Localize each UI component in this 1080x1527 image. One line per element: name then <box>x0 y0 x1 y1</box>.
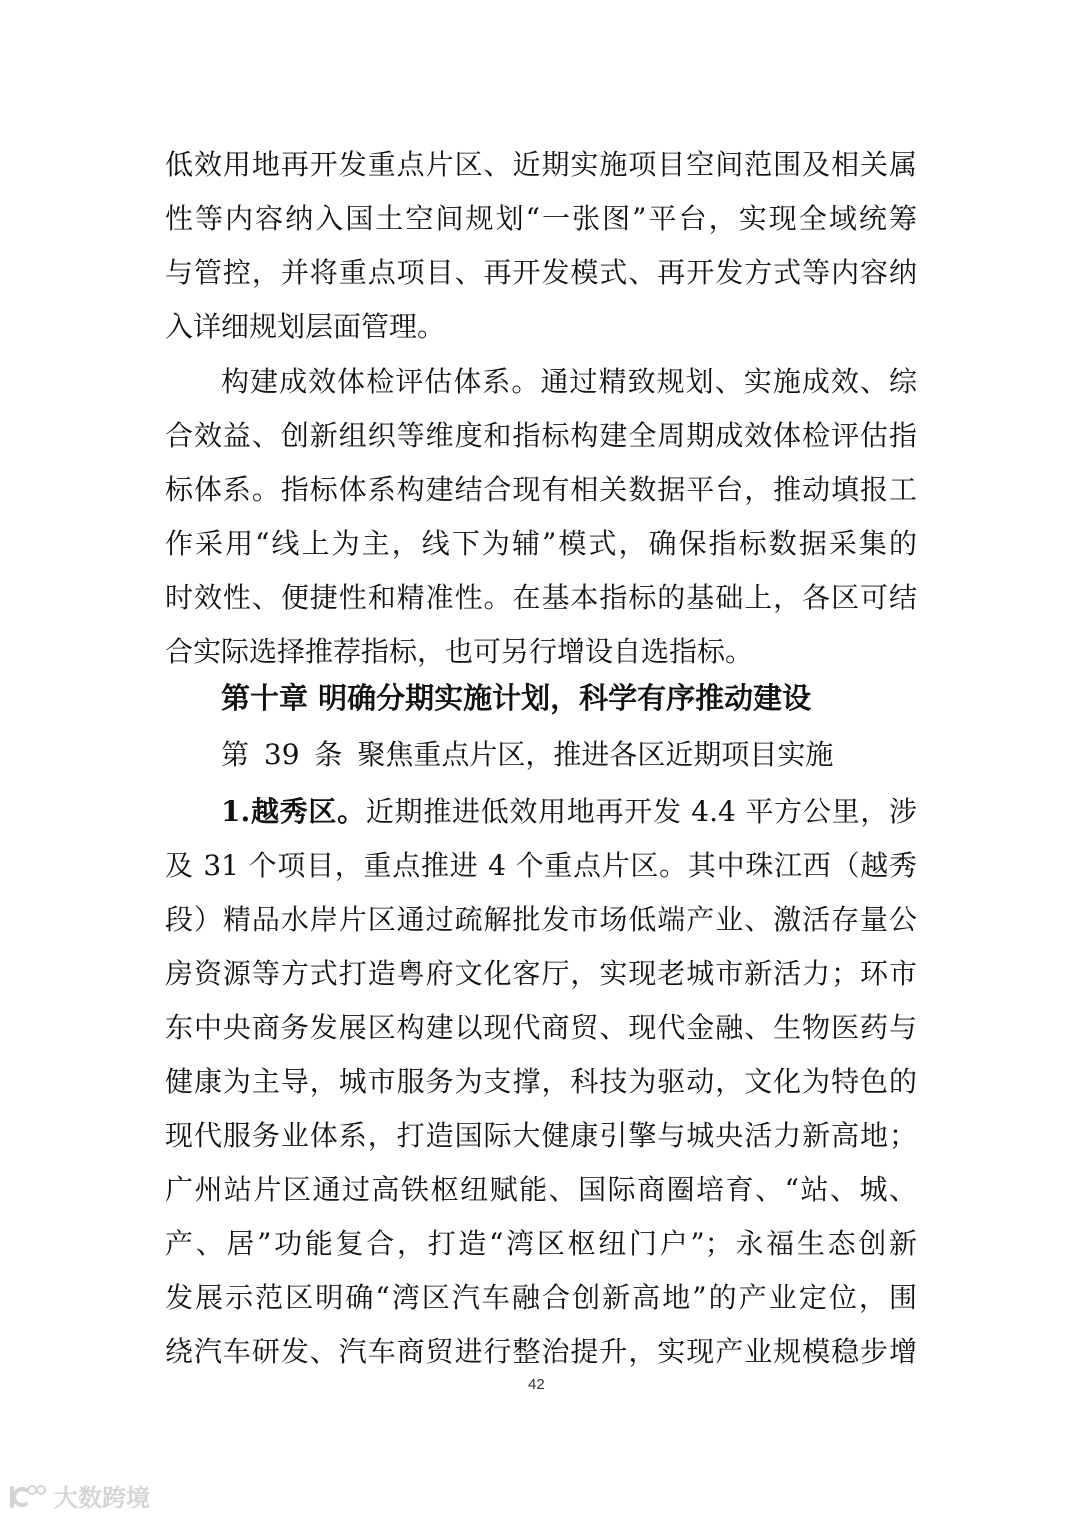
text-line: 段）精品水岸片区通过疏解批发市场低端产业、激活存量公 <box>165 903 917 936</box>
watermark-text: 大数跨境 <box>54 1484 150 1512</box>
text-line: 房资源等方式打造粤府文化客厅，实现老城市新活力；环市 <box>165 957 917 990</box>
text-line: 低效用地再开发重点片区、近期实施项目空间范围及相关属 <box>165 148 917 181</box>
text-line: 与管控，并将重点项目、再开发模式、再开发方式等内容纳 <box>165 256 917 289</box>
watermark <box>8 1478 150 1513</box>
text-line: 发展示范区明确“湾区汽车融合创新高地”的产业定位，围 <box>165 1281 917 1314</box>
text-line: 及 31 个项目，重点推进 4 个重点片区。其中珠江西（越秀 <box>165 849 917 882</box>
text-line: 东中央商务发展区构建以现代商贸、现代金融、生物医药与 <box>165 1011 917 1044</box>
article-heading: 第 39 条 聚焦重点片区，推进各区近期项目实施 <box>221 738 834 771</box>
text-line: 广州站片区通过高铁枢纽赋能、国际商圈培育、“站、城、 <box>165 1173 917 1206</box>
text-line: 健康为主导，城市服务为支撑，科技为驱动，文化为特色的 <box>165 1065 917 1098</box>
text-line: 绕汽车研发、汽车商贸进行整治提升，实现产业规模稳步增 <box>165 1335 917 1368</box>
text-line: 性等内容纳入国土空间规划“一张图”平台，实现全域统筹 <box>165 202 917 235</box>
text-line: 作采用“线上为主，线下为辅”模式，确保指标数据采集的 <box>165 527 917 560</box>
text-line: 入详细规划层面管理。 <box>165 310 446 343</box>
text-line: 合效益、创新组织等维度和指标构建全周期成效体检评估指 <box>165 419 917 452</box>
text-line: 标体系。指标体系构建结合现有相关数据平台，推动填报工 <box>165 473 917 506</box>
text-line <box>221 792 917 832</box>
district-label: 1.越秀区。 <box>221 795 366 828</box>
text-line: 构建成效体检评估体系。通过精致规划、实施成效、综 <box>221 365 917 398</box>
text-line: 产、居”功能复合，打造“湾区枢纽门户”；永福生态创新 <box>165 1227 917 1260</box>
page-number: 42 <box>528 1376 545 1393</box>
text-run: 近期推进低效用地再开发 4.4 平方公里，涉 <box>365 795 917 828</box>
text-line: 合实际选择推荐指标，也可另行增设自选指标。 <box>165 635 754 668</box>
100-logo-icon <box>8 1482 48 1510</box>
chapter-heading: 第十章 明确分期实施计划，科学有序推动建设 <box>221 681 812 715</box>
text-line: 现代服务业体系，打造国际大健康引擎与城央活力新高地； <box>165 1119 917 1152</box>
text-line: 时效性、便捷性和精准性。在基本指标的基础上，各区可结 <box>165 581 917 614</box>
